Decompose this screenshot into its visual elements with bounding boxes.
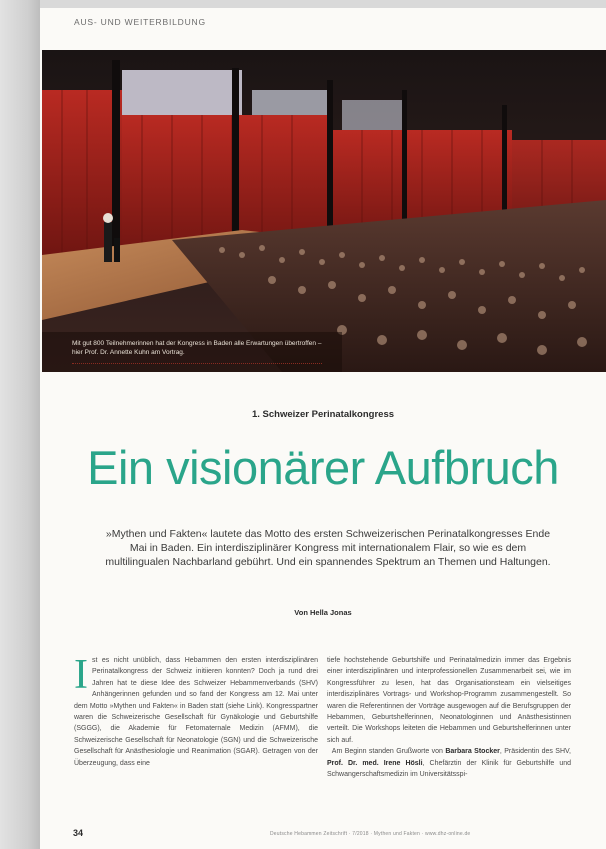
byline: Von Hella Jonas <box>294 608 352 617</box>
photo-caption: Mit gut 800 Teilnehmerinnen hat der Kongress in Baden alle Erwartungen übertroffen – hier Prof. Dr. Annette Kuhn am Vortrag. <box>72 338 322 364</box>
body-text-left: st es nicht unüblich, dass Hebammen den ersten interdisziplinären Perinatalkongress der Schweiz initiieren konnten? Doch ja rund drei Jahren hat te diese Idee des Schweizer Hebammenverbands (SHV) Anhängerinnen gefunden und so fand der Kongress am 12. Mai unter dem Motto »Mythen und Fakten« in Baden statt (siehe Link). Kongresspartner waren die Schweizerische Gesellschaft für Gynäkologie und Geburtshilfe (SGGG), die Akademie für Fetomaternale Medizin (AFMM), die Schweizerische Gesellschaft für Neonatologie (SGN) und die Schweizerische Gesellschaft für Anästhesiologie und Reanimation (SGAR). Getragen von der Überzeugung, dass eine <box>74 657 318 767</box>
kicker: 1. Schweizer Perinatalkongress <box>251 409 395 420</box>
speaker-name: Barbara Stocker <box>445 748 500 756</box>
page-edge <box>0 0 40 849</box>
body-text-right-cont: , Chefärztin der Klinik für Geburtshilfe und Schwangerschaftsmedizin im Universitätsspi- <box>327 759 572 779</box>
magazine-page <box>40 8 606 849</box>
article-headline: Ein visionärer Aufbruch <box>87 441 559 494</box>
body-text-right-cont: Am Beginn standen Grußworte von <box>331 748 446 756</box>
footer-note: Deutsche Hebammen Zeitschrift · 7/2018 · Mythen und Fakten · www.dhz-online.de <box>270 831 471 837</box>
body-text-right-cont: , Präsidentin des SHV, <box>499 748 572 756</box>
body-column-left <box>74 652 318 769</box>
speaker-name: Prof. Dr. med. Irene Hösli <box>327 759 423 767</box>
section-label: AUS- UND WEITERBILDUNG <box>74 17 206 27</box>
congress-hall-photo <box>42 50 606 372</box>
page-number: 34 <box>73 828 84 838</box>
body-text-right: tiefe hochstehende Geburtshilfe und Perinatalmedizin immer das Ergebnis einer interdisziplinären und interprofessionellen Zusammenarbeit sei, wie im Kongressführer zu lesen, hat das Organisationsteam ein vielseitiges interdisziplinäres Vortrags- und Workshop-Programm zusammengestellt. So waren die Referentinnen der Vorträge ausgewogen auf die Berufsgruppen der Hebammen, Geburtshelferinnen, Neonatologinnen und Anästhesistinnen verteilt. Die Workshops leiteten die Hebammen und Geburtshelferinnen unter sich auf. <box>327 657 571 744</box>
drop-cap: I <box>74 652 88 698</box>
body-column-right <box>327 655 571 780</box>
article-lead: »Mythen und Fakten« lautete das Motto des ersten Schweizerischen Perinatalkongresses Ende Mai in Baden. Ein interdisziplinärer Kongress mit internationalem Flair, so wie es dem multilingualen Nachbarland gebührt. Und ein spannendes Spektrum an Themen und Haltungen. <box>105 528 551 568</box>
